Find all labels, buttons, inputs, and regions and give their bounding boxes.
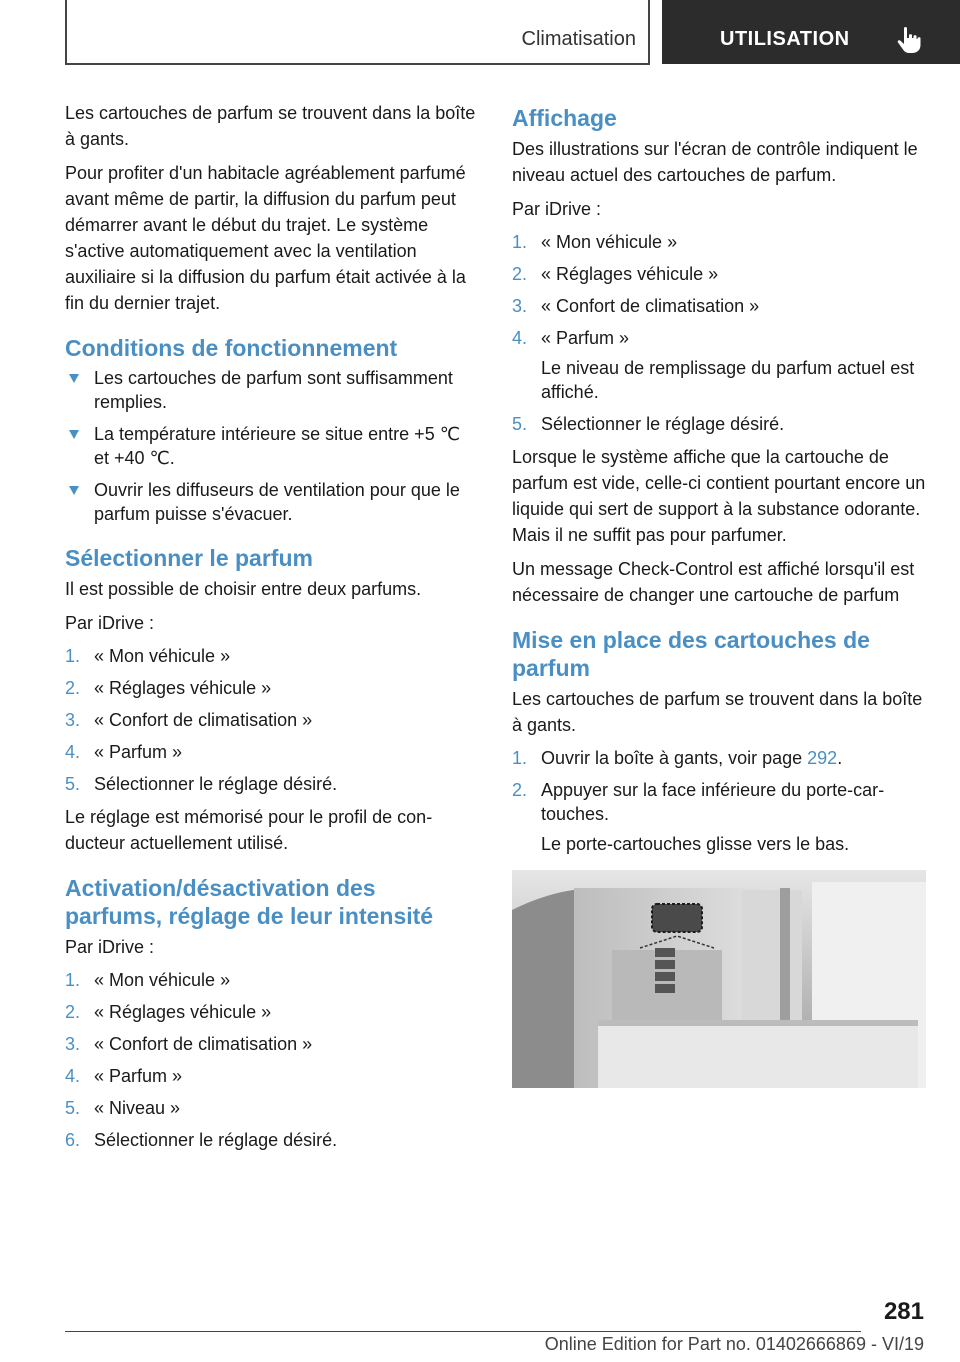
page-number: 281 <box>883 1298 924 1325</box>
intro-paragraph-1: Les cartouches de parfum se trouvent dans la boîte à gants. <box>65 103 476 149</box>
list-item: 1. « Mon véhicule » <box>512 232 678 252</box>
header-rule-mid <box>648 0 650 64</box>
select-perfume-text: Il est possible de choisir entre deux parfums. <box>65 579 422 599</box>
idrive-label: Par iDrive : <box>512 199 602 219</box>
activation-steps-list <box>65 968 478 1152</box>
list-item: 5. Sélectionner le réglage désiré. <box>512 414 785 434</box>
list-item: 3. « Confort de climatisation » <box>512 296 760 316</box>
header-rule-left <box>65 0 67 64</box>
conditions-list <box>65 366 478 526</box>
install-text: Les cartouches de parfum se trouvent dans la boîte à gants. <box>512 689 923 735</box>
list-item: 2. Appuyer sur la face inférieure du porte-cartouches. Le porte-cartouches glisse vers le bas. <box>512 778 926 856</box>
activation-heading: Activation/désactivation des parfums, réglage de leur intensité <box>65 875 434 929</box>
display-steps-list <box>512 230 926 436</box>
list-item: 3. « Confort de climatisation » <box>65 710 313 730</box>
footer-edition: Online Edition for Part no. 01402666869 - VI/19 <box>544 1334 924 1354</box>
header-section-title: Climatisation <box>521 28 636 50</box>
list-item: 2. « Réglages véhicule » <box>65 1002 272 1022</box>
list-item: 1. « Mon véhicule » <box>65 970 231 990</box>
list-item: 3. « Confort de climatisation » <box>65 1034 313 1054</box>
display-text: Des illustrations sur l'écran de contrôle indiquent le niveau actuel des cartouches de parfum. <box>512 139 918 185</box>
empty-cartridge-paragraph: Lorsque le système affiche que la cartouche de parfum est vide, celle-ci contient pourtant encore un liquide qui sert de support à la substance odorante. Mais il ne suffit pas pour parfumer. <box>512 447 926 545</box>
hand-pointer-icon <box>896 26 922 54</box>
select-perfume-heading: Sélectionner le parfum <box>65 545 313 571</box>
bullet-triangle-icon <box>69 486 79 495</box>
install-heading: Mise en place des cartouches de parfum <box>512 627 870 681</box>
header-chapter-label: UTILISATION <box>720 28 850 50</box>
select-after-text: Le réglage est mémorisé pour le profil de conducteur actuellement utilisé. <box>65 807 433 853</box>
list-item: 4. « Parfum » <box>65 742 183 762</box>
list-item: 4. « Parfum » <box>65 1066 183 1086</box>
footer-rule <box>65 1331 861 1332</box>
bullet-triangle-icon <box>69 430 79 439</box>
bullet-triangle-icon <box>69 374 79 383</box>
conditions-heading: Conditions de fonctionnement <box>65 335 398 361</box>
list-item: La température intérieure se situe entre +5 ℃ et +40 ℃. <box>65 422 478 470</box>
list-item: 5. « Niveau » <box>65 1098 181 1118</box>
right-column <box>512 100 926 1088</box>
list-item: Les cartouches de parfum sont suffisamment remplies. <box>65 366 478 414</box>
list-item: Ouvrir les diffuseurs de ventilation pour que le parfum puisse s'évacuer. <box>65 478 478 526</box>
list-item: 4. « Parfum » Le niveau de remplissage du parfum actuel est affiché. <box>512 326 926 404</box>
idrive-label: Par iDrive : <box>65 613 155 633</box>
display-heading: Affichage <box>512 105 617 131</box>
header-rule <box>65 63 650 65</box>
glovebox-illustration <box>512 870 926 1088</box>
step-subtext: Le niveau de remplissage du parfum actuel est affiché. <box>541 358 915 402</box>
list-item: 5. Sélectionner le réglage désiré. <box>65 774 338 794</box>
left-column <box>65 100 478 1160</box>
idrive-label: Par iDrive : <box>65 937 155 957</box>
list-item: 2. « Réglages véhicule » <box>65 678 272 698</box>
list-item: 6. Sélectionner le réglage désiré. <box>65 1130 338 1150</box>
page-reference-link[interactable]: 292 <box>807 748 838 768</box>
install-steps-list <box>512 746 926 856</box>
glovebox-drawing <box>512 870 926 1088</box>
list-item: 1. Ouvrir la boîte à gants, voir page 292. <box>512 748 843 768</box>
intro-paragraph-2: Pour profiter d'un habitacle agréablement parfumé avant même de partir, la diffusion du parfum peut démarrer avant le début du trajet. Le système s'active automatiquement avec la ventilation auxiliaire si la diffusion du parfum était activée à la fin du dernier trajet. <box>65 163 466 313</box>
list-item: 2. « Réglages véhicule » <box>512 264 719 284</box>
step-subtext: Le porte-cartouches glisse vers le bas. <box>541 834 850 854</box>
list-item: 1. « Mon véhicule » <box>65 646 231 666</box>
select-steps-list <box>65 644 478 796</box>
check-control-paragraph: Un message Check-Control est affiché lorsqu'il est nécessaire de changer une cartouche de parfum <box>512 559 915 605</box>
